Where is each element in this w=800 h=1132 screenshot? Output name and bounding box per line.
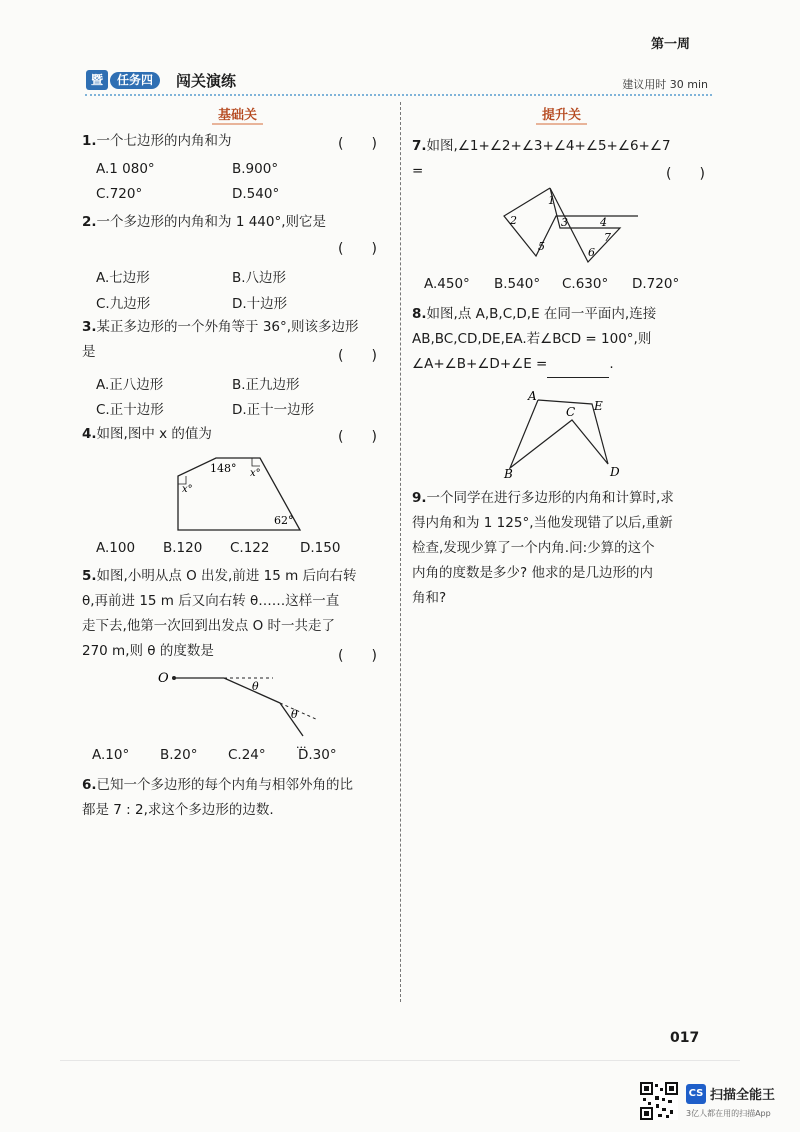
quadrilateral-figure (500, 388, 630, 480)
label-x-right: x° (250, 468, 261, 479)
label-theta-2: θ (291, 708, 298, 721)
option-d[interactable]: D.正十一边形 (232, 402, 315, 418)
option-a[interactable]: A.正八边形 (96, 377, 164, 393)
qr-code-icon (640, 1082, 678, 1120)
question-4 (82, 422, 212, 447)
question-text-line-3: 检查,发现少算了一个内角.问:少算的这个 (412, 540, 655, 556)
option-b[interactable]: B.八边形 (232, 270, 287, 286)
option-c[interactable]: C.九边形 (96, 296, 151, 312)
header-divider (85, 94, 712, 96)
question-text-line-2: 得内角和为 1 125°,当他发现错了以后,重新 (412, 515, 673, 531)
point-c: C (566, 405, 576, 419)
question-number: 4. (82, 426, 97, 442)
question-text-line-2: 是 (82, 344, 96, 360)
week-label: 第一周 (650, 37, 690, 52)
question-text-line-2: θ,再前进 15 m 后又向右转 θ……这样一直 (82, 593, 340, 609)
pentagon-figure (160, 450, 310, 530)
question-9 (412, 486, 722, 611)
option-d[interactable]: D.540° (232, 186, 280, 202)
question-number: 7. (412, 138, 427, 154)
point-d: D (610, 465, 620, 479)
question-text-line-3: 走下去,他第一次回到出发点 O 时一共走了 (82, 618, 335, 634)
question-text-line-2: 都是 7 : 2,求这个多边形的边数. (82, 802, 274, 818)
option-c[interactable]: C.630° (562, 276, 609, 292)
question-text-line-5: 角和? (412, 590, 447, 606)
answer-paren[interactable]: ( ) (338, 429, 377, 445)
point-e: E (594, 399, 603, 413)
option-d[interactable]: D.150 (300, 540, 341, 556)
task-badge: 任务四 (110, 72, 160, 89)
question-text-line-1: 如图,小明从点 O 出发,前进 15 m 后向右转 (96, 568, 357, 584)
angle-7: 7 (604, 231, 611, 244)
option-a[interactable]: A.100 (96, 540, 136, 556)
answer-paren[interactable]: ( ) (338, 648, 377, 664)
time-hint: 建议用时 30 min (622, 78, 708, 91)
option-c[interactable]: C.122 (230, 540, 270, 556)
option-a[interactable]: A.10° (92, 747, 130, 763)
section-title-advanced: 提升关 (536, 104, 587, 125)
page-number: 017 (670, 1030, 700, 1046)
task-title: 闯关演练 (176, 72, 237, 90)
question-text: 一个七边形的内角和为 (96, 133, 232, 149)
question-2 (82, 210, 326, 235)
label-62: 62° (274, 514, 294, 527)
angle-5: 5 (538, 240, 545, 253)
question-3 (82, 315, 359, 365)
question-text-line-1: 某正多边形的一个外角等于 36°,则该多边形 (96, 319, 359, 335)
answer-paren[interactable]: ( ) (338, 348, 377, 364)
question-text: 一个多边形的内角和为 1 440°,则它是 (96, 214, 327, 230)
question-8: 8.如图,点 A,B,C,D,E 在同一平面内,连接 AB,BC,CD,DE,EA.若∠BCD = 100°,则 ∠A+∠B+∠D+∠E = . (412, 302, 722, 378)
question-text-line-1: 已知一个多边形的每个内角与相邻外角的比 (96, 777, 354, 793)
label-o: O (158, 671, 169, 686)
option-b[interactable]: B.900° (232, 161, 279, 177)
section-title-basic: 基础关 (212, 104, 263, 125)
question-text-line-2: AB,BC,CD,DE,EA.若∠BCD = 100°,则 (412, 331, 652, 347)
label-x-left: x° (182, 484, 193, 495)
angle-6: 6 (588, 246, 595, 259)
app-tagline: 3亿人都在用的扫描App (686, 1109, 771, 1118)
point-b: B (504, 467, 513, 481)
answer-paren[interactable]: ( ) (666, 166, 705, 182)
task-icon: 暨 (86, 70, 108, 90)
angle-2: 2 (510, 214, 517, 227)
footer-divider (60, 1060, 740, 1061)
question-number: 5. (82, 568, 97, 584)
column-divider (400, 102, 401, 1002)
option-b[interactable]: B.540° (494, 276, 541, 292)
option-a[interactable]: A.七边形 (96, 270, 150, 286)
question-number: 8. (412, 306, 427, 322)
option-b[interactable]: B.120 (163, 540, 203, 556)
option-d[interactable]: D.30° (298, 747, 337, 763)
question-text-line-1: 如图,∠1+∠2+∠3+∠4+∠5+∠6+∠7 (426, 138, 671, 154)
option-d[interactable]: D.十边形 (232, 296, 288, 312)
walking-path-figure (158, 668, 328, 751)
question-text-line-1: 一个同学在进行多边形的内角和计算时,求 (426, 490, 674, 506)
angle-3: 3 (561, 216, 568, 229)
camscanner-logo-icon: CS (686, 1084, 706, 1104)
question-number: 1. (82, 133, 97, 149)
question-text-line-3: ∠A+∠B+∠D+∠E = (412, 356, 548, 372)
question-text-line-1: 如图,点 A,B,C,D,E 在同一平面内,连接 (426, 306, 657, 322)
question-number: 2. (82, 214, 97, 230)
question-text-line-4: 内角的度数是多少? 他求的是几边形的内 (412, 565, 653, 581)
app-name: 扫描全能王 (710, 1088, 776, 1103)
angle-1: 1 (548, 194, 555, 207)
label-148: 148° (210, 462, 237, 475)
option-c[interactable]: C.正十边形 (96, 402, 164, 418)
answer-blank[interactable] (547, 352, 609, 378)
option-c[interactable]: C.24° (228, 747, 266, 763)
option-c[interactable]: C.720° (96, 186, 143, 202)
option-b[interactable]: B.正九边形 (232, 377, 300, 393)
option-b[interactable]: B.20° (160, 747, 198, 763)
angle-4: 4 (600, 216, 607, 229)
answer-paren[interactable]: ( ) (338, 241, 377, 257)
question-text-line-4: 270 m,则 θ 的度数是 (82, 643, 214, 659)
question-6 (82, 773, 387, 823)
option-d[interactable]: D.720° (632, 276, 680, 292)
label-ellipsis: ... (296, 738, 307, 751)
question-number: 9. (412, 490, 427, 506)
question-number: 6. (82, 777, 97, 793)
question-number: 3. (82, 319, 97, 335)
label-theta-1: θ (252, 680, 259, 693)
option-a[interactable]: A.450° (424, 276, 470, 292)
question-1 (82, 129, 232, 154)
option-a[interactable]: A.1 080° (96, 161, 155, 177)
question-text-line-2: = (412, 163, 424, 179)
point-a: A (528, 389, 537, 403)
question-text: 如图,图中 x 的值为 (96, 426, 212, 442)
angles-figure (500, 186, 648, 264)
answer-paren[interactable]: ( ) (338, 136, 377, 152)
